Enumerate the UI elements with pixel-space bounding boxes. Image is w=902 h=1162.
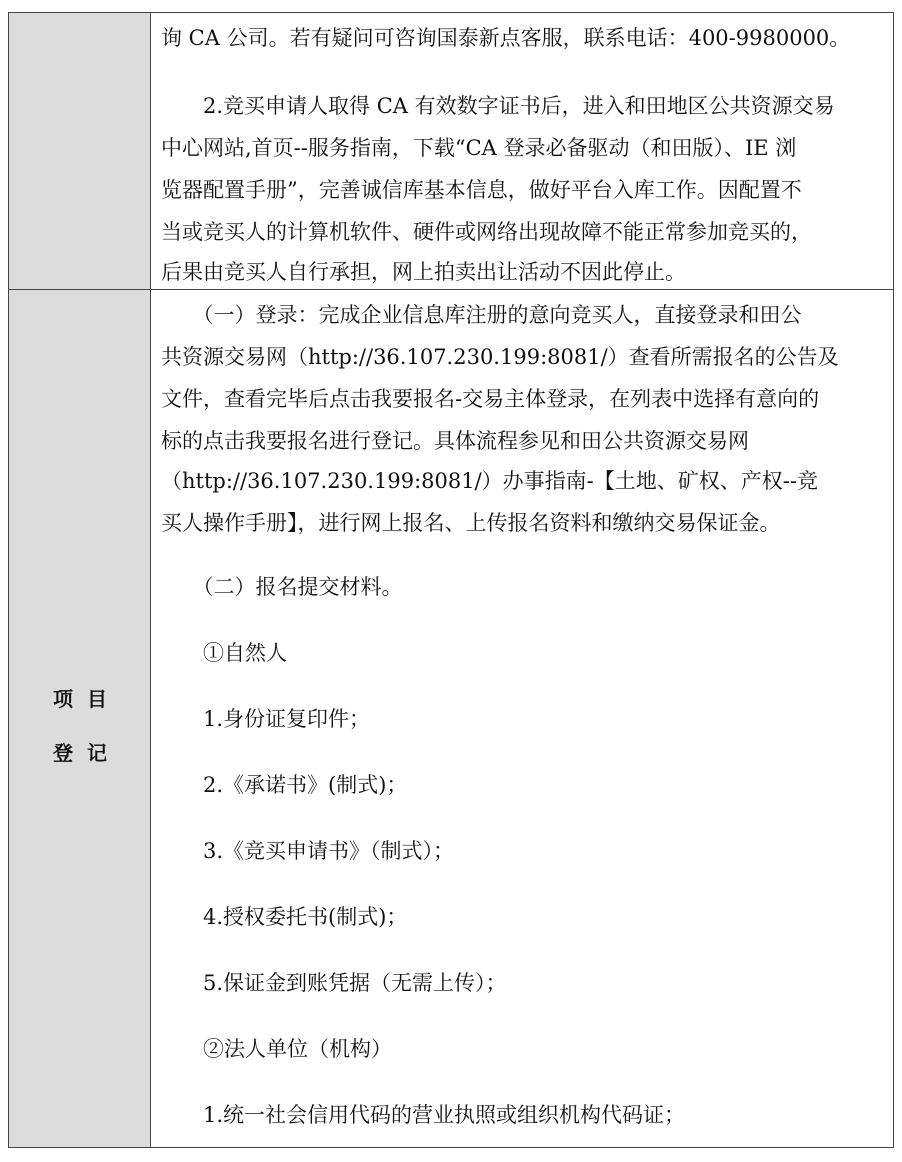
paragraph-line: 1.身份证复印件； — [161, 707, 371, 731]
paragraph-line: （一）登录：完成企业信息库注册的意向竞买人，直接登录和田公 — [161, 303, 802, 327]
paragraph-line: 1.统一社会信用代码的营业执照或组织机构代码证； — [161, 1103, 686, 1127]
paragraph-line: （二）报名提交材料。 — [161, 575, 403, 599]
paragraph-line: 5.保证金到账凭据（无需上传）； — [161, 971, 507, 995]
table-row — [9, 13, 893, 290]
document-table — [8, 12, 894, 1148]
paragraph-line: ①自然人 — [161, 641, 287, 665]
row-label: 登记 — [53, 741, 121, 765]
paragraph-line: 2.竞买申请人取得 CA 有效数字证书后，进入和田地区公共资源交易 — [161, 94, 835, 118]
row-content-cell — [151, 290, 893, 1147]
paragraph-line: ②法人单位（机构） — [161, 1037, 392, 1061]
paragraph-line: 买人操作手册】，进行网上报名、上传报名资料和缴纳交易保证金。 — [161, 511, 781, 535]
paragraph-line: 3.《竞买申请书》（制式）； — [161, 839, 455, 863]
row-label-cell — [9, 290, 151, 1147]
paragraph-line: 询 CA 公司。若有疑问可咨询国泰新点客服，联系电话：400-9980000。 — [161, 26, 851, 50]
row-label-cell — [9, 13, 151, 289]
paragraph-line: 2.《承诺书》(制式)； — [161, 773, 408, 797]
paragraph-line: 后果由竞买人自行承担，网上拍卖出让活动不因此停止。 — [161, 260, 686, 284]
paragraph-line: 共资源交易网（http://36.107.230.199:8081/）查看所需报名的公告及 — [161, 345, 839, 369]
row-content-cell — [151, 13, 893, 289]
paragraph-line: 中心网站,首页--服务指南，下载“CA 登录必备驱动（和田版）、IE 浏 — [161, 136, 797, 160]
table-row — [9, 290, 893, 1147]
paragraph-line: 标的点击我要报名进行登记。具体流程参见和田公共资源交易网 — [161, 429, 749, 453]
row-label: 项目 — [53, 687, 121, 711]
paragraph-line: 文件，查看完毕后点击我要报名-交易主体登录，在列表中选择有意向的 — [161, 387, 820, 411]
paragraph-line: 4.授权委托书(制式)； — [161, 905, 408, 929]
paragraph-line: 当或竞买人的计算机软件、硬件或网络出现故障不能正常参加竞买的， — [161, 220, 812, 244]
paragraph-line: （http://36.107.230.199:8081/）办事指南-【土地、矿权、产权--竞 — [161, 469, 818, 493]
paragraph-line: 览器配置手册”，完善诚信库基本信息，做好平台入库工作。因配置不 — [161, 178, 802, 202]
